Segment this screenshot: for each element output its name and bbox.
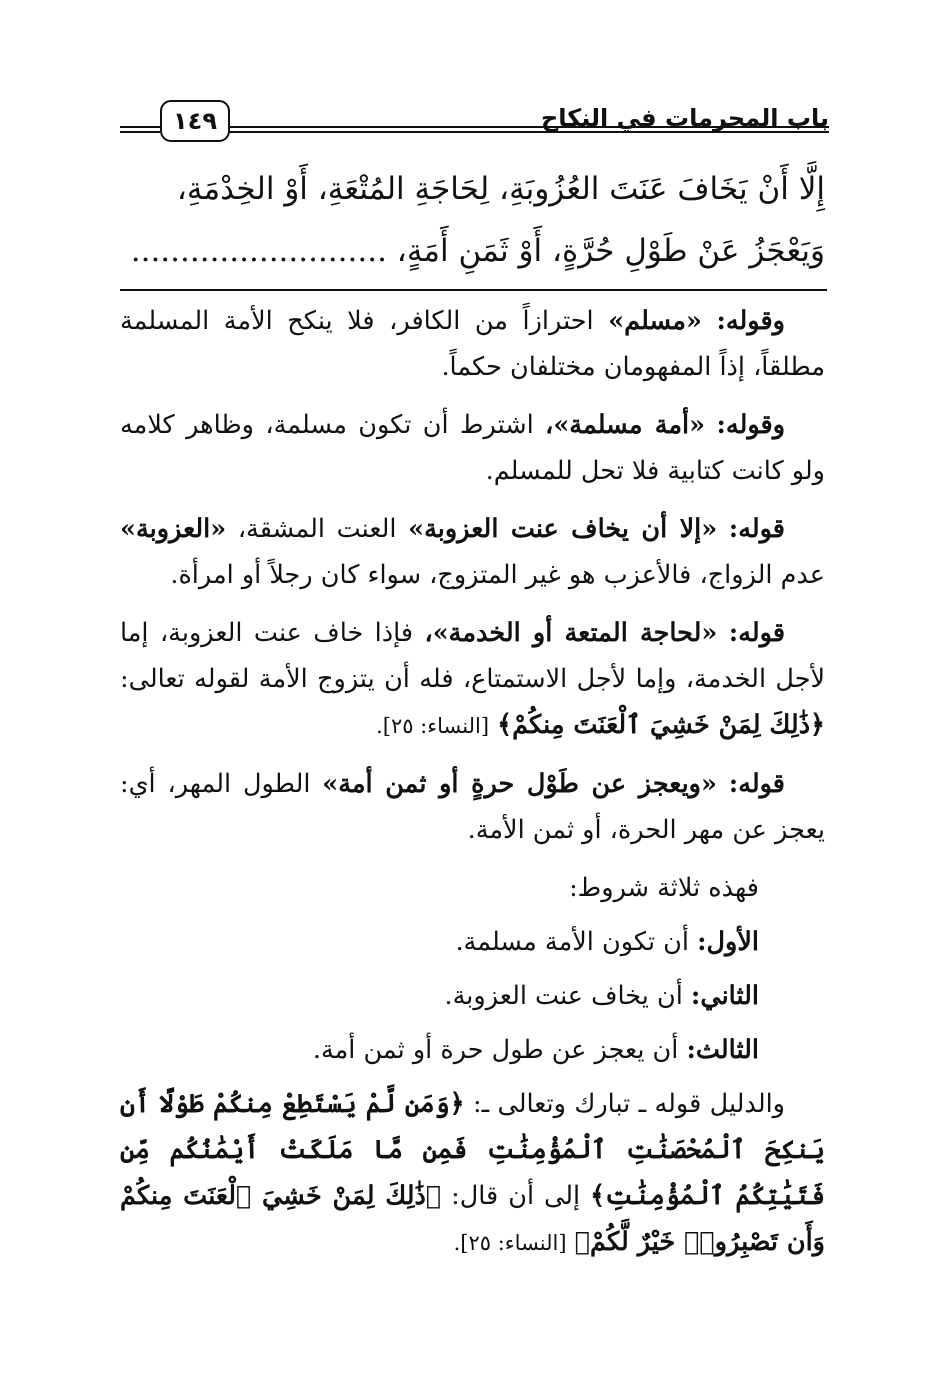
paragraph-text: الطول المهر، أي: يعجز عن مهر الحرة، أو ثمن الأمة. <box>120 769 825 845</box>
commentary-paragraph <box>120 506 825 598</box>
condition-text: أن تكون الأمة مسلمة. <box>455 927 689 957</box>
paragraph-lead: والدليل قوله ـ تبارك وتعالى ـ: <box>473 1089 785 1119</box>
chapter-title: باب المحرمات في النكاح <box>540 104 829 132</box>
matn-line: وَيَعْجَزُ عَنْ طَوْلِ حُرَّةٍ، أَوْ ثَمَنِ أَمَةٍ، .......................... <box>130 233 825 269</box>
verse-citation: [النساء: ٢٥]. <box>376 714 490 738</box>
paragraph-lead: وقوله: <box>716 410 786 440</box>
quoted-phrase: «مسلم» <box>608 306 702 336</box>
matn-divider <box>120 289 827 291</box>
quoted-phrase: «العزوبة» <box>120 514 227 544</box>
paragraph-lead: قوله: <box>728 769 785 799</box>
matn-text <box>120 158 825 282</box>
condition-label: الأول: <box>697 927 759 957</box>
commentary-paragraph <box>120 402 825 494</box>
quran-verse: ﴿وَمَن لَّمْ يَسْتَطِعْ مِنكُمْ طَوْلًا أَن يَنكِحَ ٱلْمُحْصَنَٰتِ ٱلْمُؤْمِنَٰتِ فَمِن مَّا مَلَكَتْ أَيْمَٰنُكُم مِّن فَتَيَٰتِكُمُ ٱلْمُؤْمِنَٰتِ﴾ <box>120 1089 826 1211</box>
condition-item <box>120 919 825 965</box>
paragraph-text: فإذا خاف عنت العزوبة، إما لأجل الخدمة، وإما لأجل الاستمتاع، فله أن يتزوج الأمة لقوله تعالى: <box>120 618 825 694</box>
paragraph-text: العنت المشقة، <box>237 514 397 544</box>
paragraph-lead: وقوله: <box>716 306 785 336</box>
quran-verse: ﴿ذَٰلِكَ لِمَنْ خَشِيَ ٱلْعَنَتَ مِنكُمْ﴾ <box>497 710 825 740</box>
condition-text: أن يخاف عنت العزوبة. <box>444 981 683 1011</box>
quoted-phrase: «أمة مسلمة»، <box>545 410 706 440</box>
paragraph-text: عدم الزواج، فالأعزب هو غير المتزوج، سواء كان رجلاً أو امرأة. <box>170 560 825 590</box>
commentary-paragraph <box>120 610 825 749</box>
page-number: ١٤٩ <box>160 100 230 142</box>
page-header <box>120 96 829 146</box>
commentary-paragraph <box>120 298 825 390</box>
commentary-paragraph <box>120 761 825 853</box>
condition-text: أن يعجز عن طول حرة أو ثمن أمة. <box>312 1035 679 1065</box>
condition-label: الثاني: <box>690 981 759 1011</box>
quoted-phrase: «ويعجز عن طَوْل حرةٍ أو ثمن أمة» <box>322 769 717 799</box>
condition-item <box>120 1027 825 1073</box>
quran-verse: ﴿ذَٰلِكَ لِمَنْ خَشِيَ ٱلْعَنَتَ مِنكُمْ وَأَن تَصْبِرُوا۟ خَيْرٌ لَّكُمْ﴾ <box>120 1181 825 1257</box>
paragraph-lead: قوله: <box>728 618 786 648</box>
commentary-paragraph <box>120 1081 825 1266</box>
quoted-phrase: «لحاجة المتعة أو الخدمة»، <box>424 618 718 648</box>
paragraph-text: إلى أن قال: <box>451 1181 581 1211</box>
conditions-intro: فهذه ثلاثة شروط: <box>569 873 759 903</box>
commentary-text <box>120 298 825 1278</box>
paragraph-text: اشترط أن تكون مسلمة، وظاهر كلامه ولو كانت كتابية فلا تحل للمسلم. <box>120 410 825 486</box>
header-rule-short <box>120 126 160 133</box>
condition-item <box>120 973 825 1019</box>
matn-line: إِلَّا أَنْ يَخَافَ عَنَتَ العُزُوبَةِ، لِحَاجَةِ المُتْعَةِ، أَوْ الخِدْمَةِ، <box>176 171 825 207</box>
quoted-phrase: «إلا أن يخاف عنت العزوبة» <box>408 514 718 544</box>
paragraph-lead: قوله: <box>728 514 785 544</box>
condition-label: الثالث: <box>686 1035 759 1065</box>
paragraph-text: احترازاً من الكافر، فلا ينكح الأمة المسلمة مطلقاً، إذاً المفهومان مختلفان حكماً. <box>120 306 825 382</box>
verse-citation: [النساء: ٢٥]. <box>453 1231 567 1255</box>
header-rule <box>228 126 829 133</box>
